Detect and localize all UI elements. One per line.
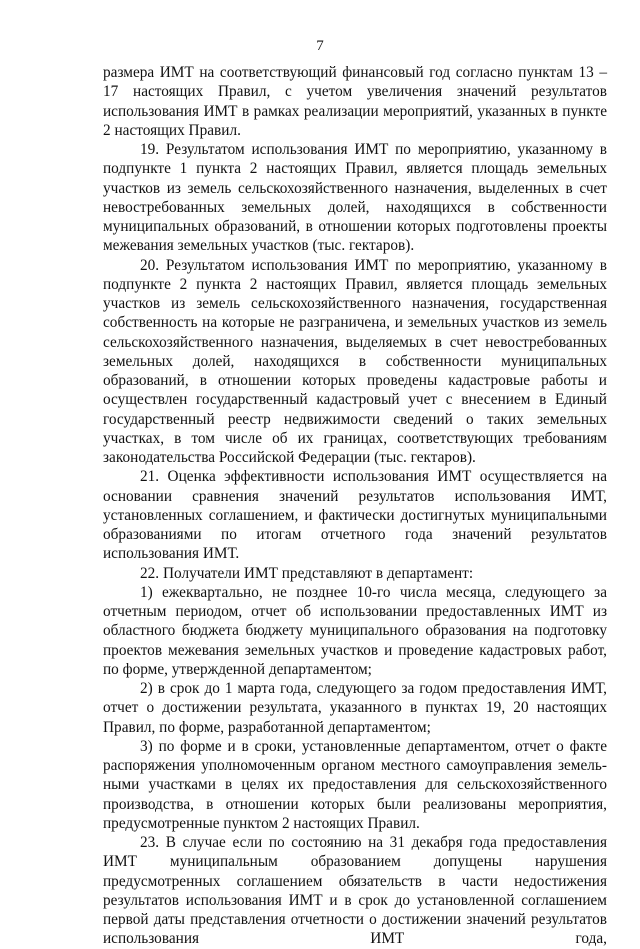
paragraph-22-item-1: 1) ежеквартально, не позднее 10-го числа месяца, следующего за отчетным периодом, отчет об использовании предоставленных ИМТ из областного бюджета бюджету муниципального образования на подготовку проектов межевания земельных участков и проведение кадастровых работ, по форме, утвержденной департаментом; xyxy=(103,583,607,678)
paragraph-21: 21. Оценка эффективности использования ИМТ осуществляется на основании сравнения значений результатов использования ИМТ, установленных соглашением, и фактически достигнутых муниципальными образованиями по итогам отчетного года значений результатов использования ИМТ. xyxy=(103,468,607,563)
paragraph-23: 23. В случае если по состоянию на 31 декабря года предоставления ИМТ муниципальным образованием допущены нарушения предусмотренных соглашением обязательств в части недостижения результатов использования ИМТ и в срок до установленной соглашением первой даты представления отчетности о достижении значений результатов использования ИМТ года, xyxy=(103,834,607,948)
page-number: 7 xyxy=(316,38,324,54)
paragraph-20: 20. Результатом использования ИМТ по мероприятию, указанному в подпункте 2 пункта 2 настоящих Правил, является площадь земельных участков из земель сельскохозяйственного назначения, государственная собственность на которые не разграничена, и земельных участков из земель сельскохозяйственного назначения, выделяемых в счет невостребованных земельных долей, находящихся в собственности муниципальных образований, в отношении которых проведены кадастровые работы и осуществлен государственный кадастровый учет с внесением в Единый государственный реестр недвижимости сведений о таких земельных участках, в том числе об их границах, соответствующих требованиям законодательства Российской Федерации (тыс. гектаров). xyxy=(103,256,607,466)
paragraph-22: 22. Получатели ИМТ представляют в департамент: xyxy=(140,564,474,582)
paragraph-22-item-2: 2) в срок до 1 марта года, следующего за годом предоставления ИМТ, отчет о достижении результата, указанного в пунктах 19, 20 настоящих Правил, по форме, разработанной департаментом; xyxy=(103,680,607,736)
paragraph-19: 19. Результатом использования ИМТ по мероприятию, указанному в подпункте 1 пункта 2 настоящих Правил, является площадь земельных участков из земель сельскохозяйственного назначения, выделенных в счет невостребованных земельных долей, находящихся в собственности муниципальных образований, в отношении которых подготовлены проекты межевания земельных участков (тыс. гектаров). xyxy=(103,141,607,255)
paragraph-continuation: размера ИМТ на соответствующий финансовый год согласно пунктам 13 – 17 настоящих Правил, с учетом увеличения значений результатов использования ИМТ в рамках реализации мероприятий, указанных в пункте 2 настоящих Правил. xyxy=(103,64,607,139)
paragraph-22-item-3: 3) по форме и в сроки, установленные департаментом, отчет о факте распоряжения уполномоченным органом местного самоуправления земель-ными участками в целях их предоставления для сельскохозяйственного производства, в отношении которых были реализованы мероприятия, предусмотренные пунктом 2 настоящих Правил. xyxy=(103,737,607,832)
document-body xyxy=(103,63,607,949)
